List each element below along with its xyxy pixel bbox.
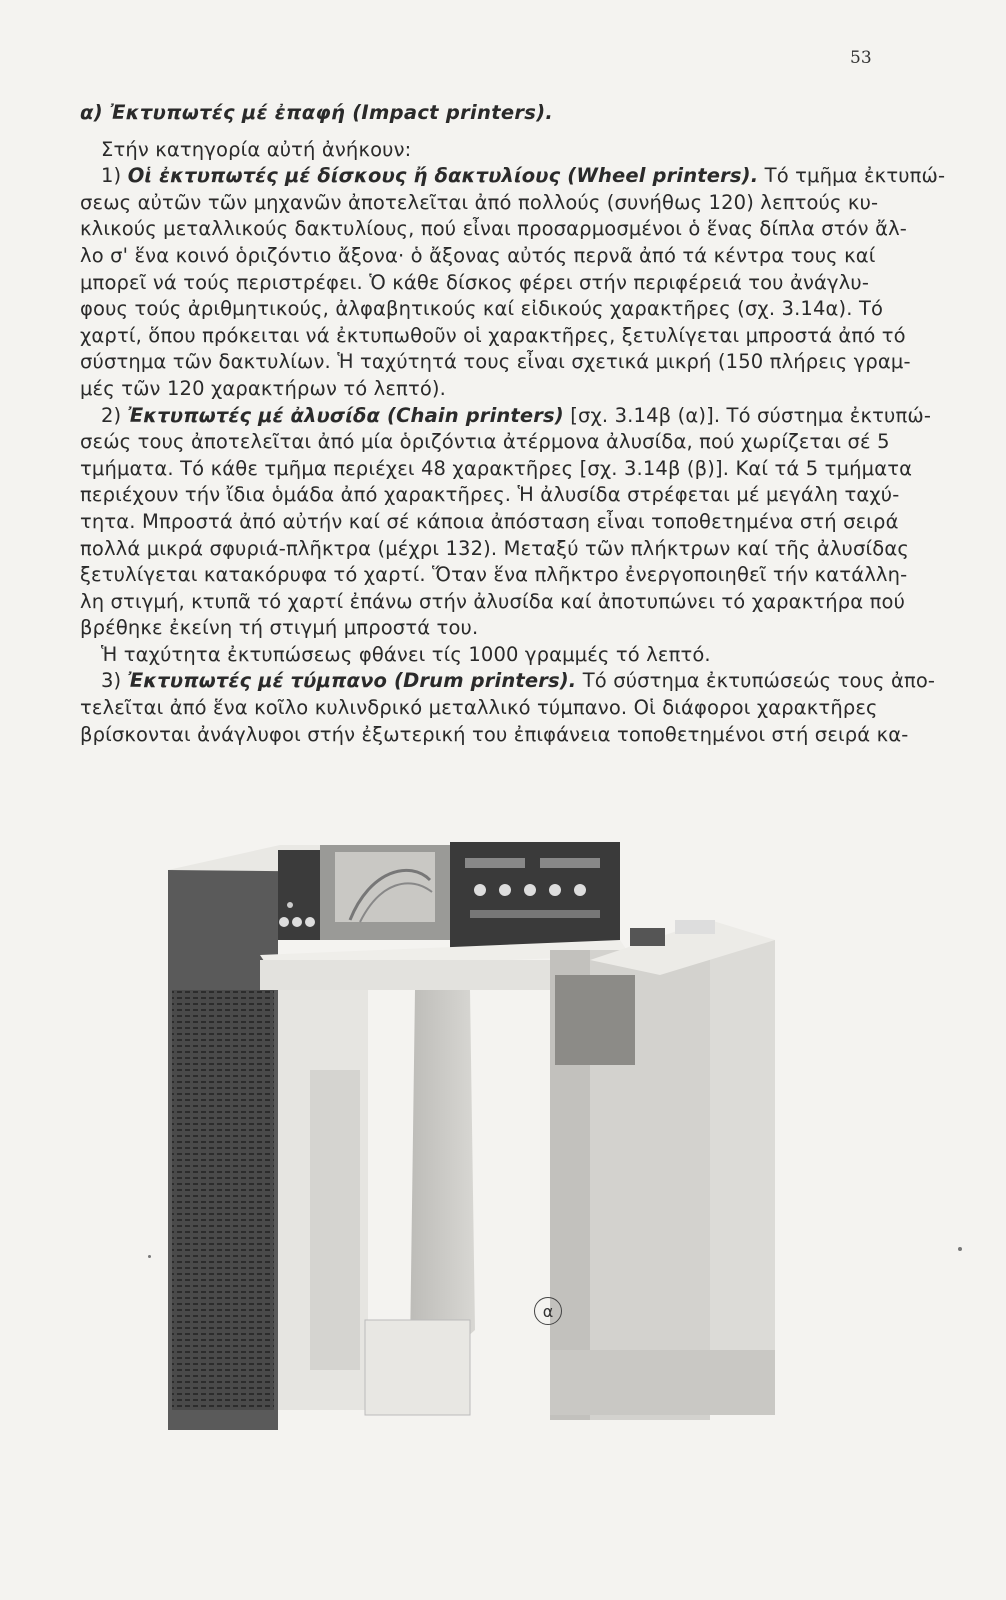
paragraph-line: τμήματα. Τό κάθε τμῆμα περιέχει 48 χαρακτῆρες [σχ. 3.14β (β)]. Καί τά 5 τμήματα	[80, 456, 913, 480]
paragraph-line: τητα. Μπροστά ἀπό αὐτήν καί σέ κάποια ἀπόσταση εἶναι τοποθετημένα στή σειρά	[80, 509, 899, 533]
speed-line: Ἡ ταχύτητα ἐκτυπώσεως φθάνει τίς 1000 γραμμές τό λεπτό.	[101, 642, 711, 666]
paragraph-line: μές τῶν 120 χαρακτήρων τό λεπτό).	[80, 376, 447, 400]
control-knob	[279, 917, 289, 927]
section2-title: Ἐκτυπωτές μέ ἀλυσίδα (Chain printers)	[127, 403, 564, 427]
section2-first-line	[80, 403, 932, 430]
paragraph-line: τελεῖται ἀπό ἕνα κοῖλο κυλινδρικό μεταλλικό τύμπανο. Οἱ διάφοροι χαρακτῆρες	[80, 696, 878, 720]
section1-first-line-rest: Τό τμῆμα ἐκτυπώ-	[764, 164, 946, 188]
section2-first-line-rest: [σχ. 3.14β (α)]. Τό σύστημα ἐκτυπώ-	[570, 403, 932, 427]
section1-title: Οἱ ἐκτυπωτές μέ δίσκους ἤ δακτυλίους (Wheel printers).	[127, 164, 759, 188]
paragraph-line: σεώς τους ἀποτελεῖται ἀπό μία ὁριζόντια ἀτέρμονα ἀλυσίδα, πού χωρίζεται σέ 5	[80, 430, 890, 454]
paper-tray	[365, 1320, 470, 1415]
section3-first-line-rest: Τό σύστημα ἐκτυπώσεώς τους ἀπο-	[582, 669, 936, 693]
print-hood-window	[335, 852, 435, 922]
paragraph-line: ξετυλίγεται κατακόρυφα τό χαρτί. Ὅταν ἕνα πλῆκτρο ἐνεργοποιηθεῖ τήν κατάλλη-	[80, 563, 908, 587]
paragraph-line: σύστημα τῶν δακτυλίων. Ἡ ταχύτητά τους εἶναι σχετικά μικρή (150 πλήρεις γραμ-	[80, 350, 911, 374]
section3-first-line	[80, 668, 936, 695]
control-knob	[305, 917, 315, 927]
paper-stack	[410, 990, 475, 1370]
section3-number: 3)	[101, 669, 122, 693]
printer-illustration	[160, 810, 820, 1600]
section2-number: 2)	[101, 403, 122, 427]
scan-speck	[148, 1255, 151, 1258]
section1-number: 1)	[101, 164, 122, 188]
paragraph-line: χαρτί, ὅπου πρόκειται νά ἐκτυπωθοῦν οἱ χαρακτῆρες, ξετυλίγεται μπροστά ἀπό τό	[80, 323, 906, 347]
intro-line: Στήν κατηγορία αὐτή ἀνήκουν:	[101, 137, 412, 161]
paragraph-line: λη στιγμή, κτυπᾶ τό χαρτί ἐπάνω στήν ἀλυσίδα καί ἀποτυπώνει τό χαρακτήρα πού	[80, 589, 906, 613]
body-text	[80, 100, 946, 748]
paragraph-line: βρέθηκε ἐκείνη τή στιγμή μπροστά του.	[80, 616, 479, 640]
paragraph-line: φους τούς ἀριθμητικούς, ἀλφαβητικούς καί εἰδικούς χαρακτῆρες (σχ. 3.14α). Τό	[80, 297, 884, 321]
paragraph-line: βρίσκονται ἀνάγλυφοι στήν ἐξωτερική του ἐπιφάνεια τοποθετημένοι στή σειρά κα-	[80, 722, 909, 746]
figure-label: α	[534, 1297, 562, 1325]
paragraph-line: σεως αὐτῶν τῶν μηχανῶν ἀποτελεῖται ἀπό πολλούς (συνήθως 120) λεπτούς κυ-	[80, 190, 879, 214]
stacker-opening	[555, 975, 635, 1065]
control-knob	[292, 917, 302, 927]
control-knob	[287, 902, 293, 908]
section3-title: Ἐκτυπωτές μέ τύμπανο (Drum printers).	[127, 669, 577, 693]
section-heading: α) Ἐκτυπωτές μέ ἐπαφή (Impact printers).	[80, 101, 554, 124]
paragraph-line: κλικούς μεταλλικούς δακτυλίους, πού εἶναι προσαρμοσμένοι ὁ ἕνας δίπλα στόν ἄλ-	[80, 217, 907, 241]
paragraph-line: περιέχουν τήν ἴδια ὁμάδα ἀπό χαρακτῆρες. Ἡ ἀλυσίδα στρέφεται μέ μεγάλη ταχύ-	[80, 483, 900, 507]
section1-first-line	[80, 163, 946, 190]
left-cabinet-grille	[172, 990, 274, 1410]
scan-speck	[958, 1247, 962, 1251]
page-number: 53	[850, 48, 872, 68]
paragraph-line: μπορεῖ νά τούς περιστρέφει. Ὁ κάθε δίσκος φέρει στήν περιφέρειά του ἀνάγλυ-	[80, 270, 870, 294]
paragraph-line: πολλά μικρά σφυριά-πλῆκτρα (μέχρι 132). Μεταξύ τῶν πλήκτρων καί τῆς ἀλυσίδας	[80, 536, 909, 560]
paragraph-line: λο σ' ἕνα κοινό ὁριζόντιο ἄξονα· ὁ ἄξονας αὐτός περνᾶ ἀπό τά κέντρα τους καί	[80, 243, 876, 267]
